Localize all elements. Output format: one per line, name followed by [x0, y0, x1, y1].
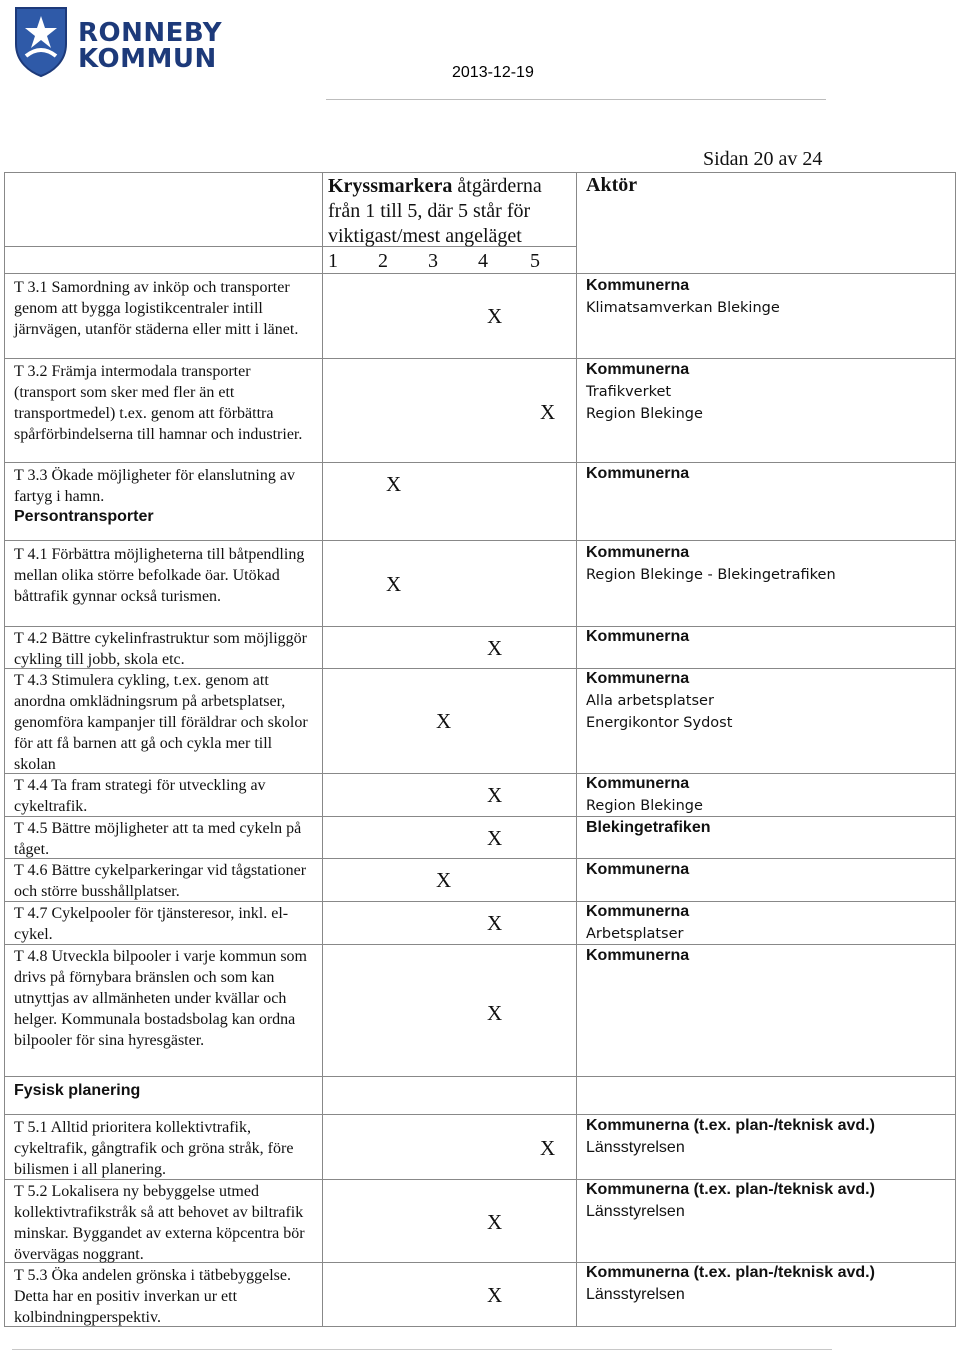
actor-header: Aktör [586, 174, 638, 196]
measure-t41: T 4.1 Förbättra möjligheterna till båtpendling mellan olika större befolkade öar. Utökad båttrafik gynnar också turismen. [14, 546, 305, 605]
actor-cell [586, 275, 956, 319]
actor-name: Region Blekinge [586, 406, 703, 422]
actor-cell [586, 901, 956, 945]
actor-name: Kommunerna (t.ex. plan-/teknisk avd.) [586, 1264, 875, 1281]
scale-label-3: 3 [428, 250, 438, 272]
actor-name: Länsstyrelsen [586, 1286, 685, 1303]
actor-cell [586, 859, 956, 881]
rating-mark: X [487, 636, 503, 660]
section-heading-persontransporter: Persontransporter [14, 508, 154, 525]
measure-t45: T 4.5 Bättre möjligheter att ta med cykeln på tåget. [14, 820, 302, 858]
actor-cell [586, 945, 956, 967]
logo-line-1: RONNEBY [78, 18, 223, 48]
scale-label-5: 5 [530, 250, 540, 272]
measure-t31: T 3.1 Samordning av inköp och transporter genom att bygga logistikcentraler intill järnvägen, utanför städerna eller mitt i länet. [14, 279, 299, 338]
rating-mark: X [487, 783, 503, 807]
scale-label-1: 1 [328, 250, 338, 272]
actor-cell [586, 817, 956, 839]
rating-mark: X [386, 572, 402, 596]
rating-mark: X [436, 709, 452, 733]
actor-name: Kommunerna [586, 361, 690, 378]
actor-cell [586, 1262, 956, 1306]
logo-line-2: KOMMUN [78, 44, 217, 74]
criteria-header-text: åtgärderna från 1 till 5, där 5 står för viktigast/mest angeläget [328, 175, 542, 247]
coat-of-arms-icon [12, 4, 70, 78]
scale-label-4: 4 [478, 250, 488, 272]
actor-name: Kommunerna [586, 861, 690, 878]
actor-name: Arbetsplatser [586, 926, 684, 942]
rating-mark: X [487, 1283, 503, 1307]
actor-name: Region Blekinge - Blekingetrafiken [586, 567, 836, 583]
measure-t33: T 3.3 Ökade möjligheter för elanslutning av fartyg i hamn. [14, 467, 295, 505]
header-divider [326, 99, 826, 100]
actor-name: Kommunerna [586, 465, 690, 482]
rating-mark: X [436, 868, 452, 892]
actor-name: Kommunerna (t.ex. plan-/teknisk avd.) [586, 1117, 875, 1134]
column-divider [322, 172, 323, 1327]
column-divider [576, 172, 577, 1327]
measure-t46: T 4.6 Bättre cykelparkeringar vid tågstationer och större busshållplatser. [14, 862, 307, 900]
rating-mark: X [487, 826, 503, 850]
measure-t48: T 4.8 Utveckla bilpooler i varje kommun som drivs på förnybara bränslen och som kan utnyttjas av allmänheten under kvällar och helger. Kommunala bostadsbolag kan ordna bilpooler för sina hyresgäster. [14, 948, 307, 1049]
actor-cell [586, 1179, 956, 1223]
ronneby-kommun-logo [12, 4, 223, 82]
actor-name: Kommunerna [586, 947, 690, 964]
actor-cell [586, 773, 956, 817]
criteria-header [328, 174, 574, 249]
measure-t53: T 5.3 Öka andelen grönska i tätbebyggelse. Detta har en positiv inverkan ur ett kolbindningperspektiv. [14, 1267, 291, 1326]
actor-name: Kommunerna [586, 628, 690, 645]
rating-mark: X [540, 1136, 556, 1160]
actor-name: Trafikverket [586, 384, 672, 400]
document-date: 2013-12-19 [452, 64, 534, 81]
row-divider [4, 273, 956, 274]
measure-t32: T 3.2 Främja intermodala transporter (transport som sker med fler än ett transportmedel) t.ex. genom att förbättra spårförbindelserna till hamnar och industrier. [14, 363, 303, 443]
actor-name: Länsstyrelsen [586, 1203, 685, 1220]
scale-label-2: 2 [378, 250, 388, 272]
actor-name: Kommunerna [586, 775, 690, 792]
row-divider [4, 540, 956, 541]
actor-cell [586, 1115, 956, 1159]
actor-name: Kommunerna [586, 670, 690, 687]
actor-cell [586, 463, 956, 485]
measure-t47: T 4.7 Cykelpooler för tjänsteresor, inkl. el-cykel. [14, 905, 289, 943]
measure-t44: T 4.4 Ta fram strategi för utveckling av cykeltrafik. [14, 777, 266, 815]
footer-divider [12, 1349, 832, 1350]
criteria-header-bold: Kryssmarkera [328, 175, 453, 197]
actor-name: Klimatsamverkan Blekinge [586, 300, 780, 316]
rating-mark: X [487, 1001, 503, 1025]
actor-name: Alla arbetsplatser [586, 693, 714, 709]
measure-t43: T 4.3 Stimulera cykling, t.ex. genom att anordna omklädningsrum på arbetsplatser, genomföra kampanjer till föräldrar och skolor för att få barnen att gå och cykla mer till skolan [14, 672, 308, 773]
rating-mark: X [487, 911, 503, 935]
rating-mark: X [487, 1210, 503, 1234]
measure-t42: T 4.2 Bättre cykelinfrastruktur som möjliggör cykling till jobb, skola etc. [14, 630, 307, 668]
measure-t51: T 5.1 Alltid prioritera kollektivtrafik, cykeltrafik, gångtrafik och gröna stråk, före bilismen i all planering. [14, 1119, 294, 1178]
measure-t52: T 5.2 Lokalisera ny bebyggelse utmed kollektivtrafikstråk så att behovet av biltrafik minskar. Byggandet av externa köpcentra bör övervägas noggrant. [14, 1183, 305, 1263]
actor-name: Länsstyrelsen [586, 1139, 685, 1156]
actor-cell [586, 542, 956, 586]
actor-cell [586, 626, 956, 648]
actor-cell [586, 359, 956, 425]
actor-name: Kommunerna [586, 544, 690, 561]
actor-name: Region Blekinge [586, 798, 703, 814]
actor-name: Kommunerna [586, 903, 690, 920]
rating-mark: X [386, 472, 402, 496]
page-number: Sidan 20 av 24 [703, 148, 823, 170]
rating-mark: X [540, 400, 556, 424]
actor-name: Kommunerna (t.ex. plan-/teknisk avd.) [586, 1181, 875, 1198]
actor-name: Blekingetrafiken [586, 819, 711, 836]
row-divider [4, 1076, 956, 1077]
section-heading-fysisk-planering: Fysisk planering [14, 1082, 141, 1099]
actor-cell [586, 668, 956, 734]
rating-mark: X [487, 304, 503, 328]
actor-name: Energikontor Sydost [586, 715, 733, 731]
actor-name: Kommunerna [586, 277, 690, 294]
